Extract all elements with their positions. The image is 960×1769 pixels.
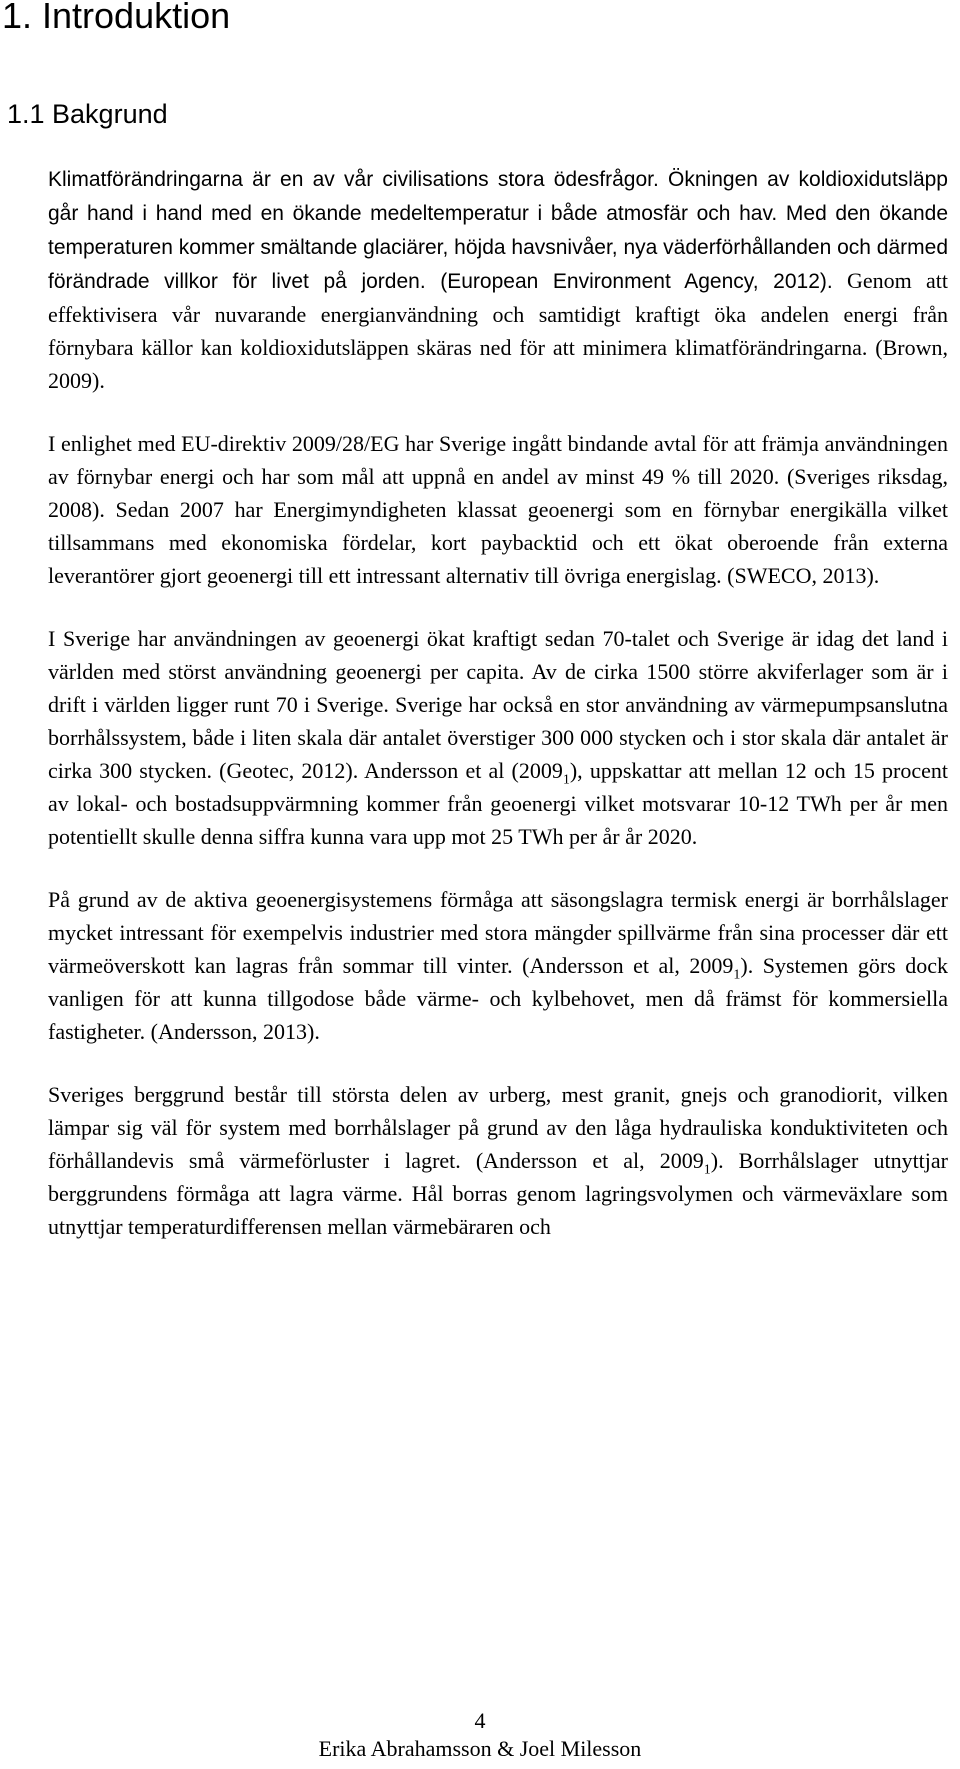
citation-subscript: 1	[562, 772, 570, 788]
paragraph-1-sans-part: Klimatförändringarna är en av vår civilisations stora ödesfrågor. Ökningen av koldioxidutsläpp går hand i hand med en ökande medeltemperatur i både atmosfär och hav. Med den ökande temperaturen kommer smältande glaciärer, höjda havsnivåer, nya väderförhållanden och därmed förändrade villkor för livet på jorden. (European Environment Agency, 2012).	[48, 168, 949, 293]
paragraph-3-part-b: ), uppskattar att mellan 12 och 15 procent av lokal- och bostadsuppvärmning kommer från geoenergi vilket motsvarar 10-12 TWh per år men potentiellt skulle denna siffra kunna vara upp mot 25 TWh per år år 2020.	[48, 758, 948, 849]
citation-subscript: 1	[733, 967, 741, 983]
page-number: 4	[474, 1708, 486, 1733]
paragraph-4	[48, 883, 948, 1048]
chapter-heading: 1. Introduktion	[2, 0, 231, 36]
footer-authors: Erika Abrahamsson & Joel Milesson	[318, 1736, 642, 1761]
paragraph-3-part-a: I Sverige har användningen av geoenergi ökat kraftigt sedan 70-talet och Sverige är idag det land i världen med störst användning geoenergi per capita. Av de cirka 1500 större akviferlager som är i drift i världen ligger runt 70 i Sverige. Sverige har också en stor användning av värmepumpsanslutna borrhålssystem, både i liten skala där antalet överstiger 300 000 stycken och i stor skala där antalet är cirka 300 stycken. (Geotec, 2012). Andersson et al (2009	[48, 626, 948, 783]
paragraph-5-part-a: Sveriges berggrund består till största delen av urberg, mest granit, gnejs och granodiorit, vilken lämpar sig väl för system med borrhålslager på grund av den låga hydrauliska konduktiviteten och förhållandevis små värmeförluster i lagret. (Andersson et al, 2009	[48, 1082, 948, 1173]
paragraph-1	[48, 162, 948, 397]
citation-subscript: 1	[703, 1162, 711, 1178]
paragraph-1-serif-part: Genom att effektivisera vår nuvarande energianvändning och samtidigt kraftigt öka andelen energi från förnybara källor kan koldioxidutsläppen skäras ned för att minimera klimatförändringarna. (Brown, 2009).	[48, 268, 948, 393]
paragraph-4-part-b: ). Systemen görs dock vanligen för att kunna tillgodose både värme- och kylbehovet, men då främst för kommersiella fastigheter. (Andersson, 2013).	[48, 953, 949, 1044]
body-text	[48, 162, 948, 1273]
paragraph-5	[48, 1078, 948, 1243]
paragraph-3	[48, 622, 948, 853]
paragraph-4-part-a: På grund av de aktiva geoenergisystemens förmåga att säsongslagra termisk energi är borrhålslager mycket intressant för exempelvis industrier med stora mängder spillvärme från sina processer där ett värmeöverskott kan lagras från sommar till vinter. (Andersson et al, 2009	[48, 887, 948, 978]
paragraph-5-part-b: ). Borrhålslager utnyttjar berggrundens förmåga att lagra värme. Hål borras genom lagringsvolymen och värmeväxlare som utnyttjar temperaturdifferensen mellan värmebäraren och	[48, 1148, 948, 1239]
paragraph-2: I enlighet med EU-direktiv 2009/28/EG har Sverige ingått bindande avtal för att främja användningen av förnybar energi och har som mål att uppnå en andel av minst 49 % till 2020. (Sveriges riksdag, 2008). Sedan 2007 har Energimyndigheten klassat geoenergi som en förnybar energikälla vilket tillsammans med ekonomiska fördelar, kort paybacktid och ett ökat oberoende från externa leverantörer gjort geoenergi till ett intressant alternativ till övriga energislag. (SWECO, 2013).	[48, 431, 948, 588]
section-heading: 1.1 Bakgrund	[7, 99, 168, 129]
